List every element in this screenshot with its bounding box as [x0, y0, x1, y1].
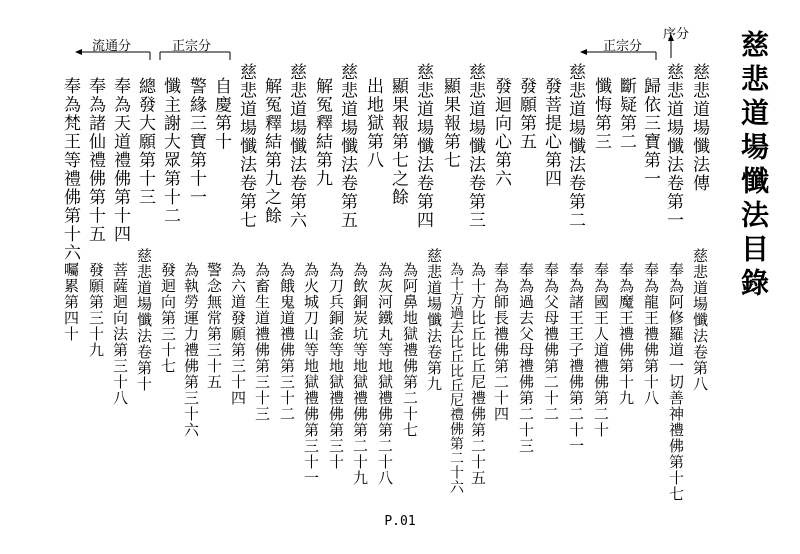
toc-upper-entry: 歸依三寶第一	[640, 77, 660, 188]
toc-lower-entry: 奉為龍王禮佛第十八	[642, 262, 660, 406]
toc-lower-entry: 為執勞運力禮佛第三十六	[182, 262, 200, 438]
toc-lower-entry: 為十方比丘比丘尼禮佛第二十五	[469, 262, 487, 486]
toc-lower-entry: 奉為魔王禮佛第十九	[617, 262, 635, 406]
toc-upper-entry: 慈悲道場懺法卷第七	[236, 63, 256, 230]
toc-upper-entry: 顯果報第七之餘	[388, 77, 408, 207]
toc-upper-entry: 奉為梵王等禮佛第十六	[60, 77, 80, 262]
toc-lower-entry: 為火城刀山等地獄禮佛第三十一	[302, 262, 320, 486]
toc-lower-entry: 奉為父母禮佛第二十二	[542, 262, 560, 422]
toc-lower-entry: 為灰河鐵丸等地獄禮佛第二十八	[376, 262, 394, 486]
toc-upper-entry: 慈悲道場懺法卷第六	[286, 63, 306, 230]
toc-lower-entry: 奉為諸王王子禮佛第二十一	[567, 262, 585, 454]
toc-upper-entry: 奉為天道禮佛第十四	[110, 77, 130, 244]
toc-upper-entry: 慈悲道場懺法卷第二	[565, 63, 585, 230]
toc-lower-entry: 慈悲道場懺法卷第八	[691, 248, 709, 392]
toc-lower-entry: 發願第三十九	[87, 262, 105, 358]
toc-upper-entry: 出地獄第八	[363, 77, 383, 170]
toc-upper-entry: 解冤釋結第九之餘	[261, 77, 281, 225]
toc-lower-entry: 為畜生道禮佛第三十三	[253, 262, 271, 422]
toc-upper-entry: 警緣三寶第十一	[186, 77, 206, 207]
circulation-section-label: 流通分	[92, 39, 132, 54]
toc-upper-entry: 慈悲道場懺法卷第一	[663, 63, 683, 230]
toc-upper-entry: 斷疑第二	[616, 77, 636, 151]
toc-lower-entry: 慈悲道場懺法卷第九	[425, 248, 443, 392]
toc-upper-entry: 總發大願第十三	[135, 77, 155, 207]
toc-lower-entry: 為阿鼻地獄禮佛第二十七	[401, 262, 419, 438]
toc-lower-entry: 奉為阿修羅道一切善神禮佛第十七	[667, 262, 685, 502]
toc-upper-entry: 奉為諸仙禮佛第十五	[85, 77, 105, 244]
main-section-label-left: 正宗分	[172, 39, 212, 54]
toc-lower-entry: 為十方過去比丘比丘尼禮佛第二十六	[448, 262, 464, 494]
page-number: P.01	[384, 514, 416, 529]
toc-upper-entry: 慈悲道場懺法傳	[689, 63, 709, 193]
toc-upper-entry: 慈悲道場懺法卷第三	[465, 63, 485, 230]
toc-lower-entry: 奉為國王人道禮佛第二十	[592, 262, 610, 438]
toc-lower-entry: 為刀兵銅釜等地獄禮佛第三十	[327, 262, 345, 470]
toc-lower-entry: 菩薩迴向法第三十八	[111, 262, 129, 406]
toc-upper-entry: 顯果報第七	[440, 77, 460, 170]
toc-upper-entry: 懺悔第三	[591, 77, 611, 151]
main-section-label-right: 正宗分	[603, 39, 643, 54]
toc-lower-entry: 為六道發願第三十四	[229, 262, 247, 406]
toc-lower-entry: 奉為過去父母禮佛第二十三	[517, 262, 535, 454]
toc-lower-entry: 為餓鬼道禮佛第三十二	[278, 262, 296, 422]
toc-upper-entry: 發菩提心第四	[541, 77, 561, 188]
toc-upper-entry: 慈悲道場懺法卷第四	[413, 63, 433, 230]
toc-lower-entry: 警念無常第三十五	[205, 262, 223, 390]
toc-upper-entry: 懺主謝大眾第十二	[160, 77, 180, 225]
toc-lower-entry: 囑累第四十	[62, 262, 80, 342]
toc-upper-entry: 慈悲道場懺法卷第五	[337, 63, 357, 230]
toc-upper-entry: 解冤釋結第九	[312, 77, 332, 188]
toc-upper-entry: 自慶第十	[211, 77, 231, 151]
toc-lower-entry: 為飲銅炭坑等地獄禮佛第二十九	[351, 262, 369, 486]
toc-upper-entry: 發迴向心第六	[491, 77, 511, 188]
toc-lower-entry: 奉為師長禮佛第二十四	[492, 262, 510, 422]
toc-upper-entry: 發願第五	[516, 77, 536, 151]
toc-lower-entry: 發迴向第三十七	[159, 262, 177, 374]
page-title: 慈悲道場懺法目錄	[737, 30, 770, 302]
toc-lower-entry: 慈悲道場懺法卷第十	[135, 248, 153, 392]
preface-section-label: 序分	[663, 27, 690, 42]
